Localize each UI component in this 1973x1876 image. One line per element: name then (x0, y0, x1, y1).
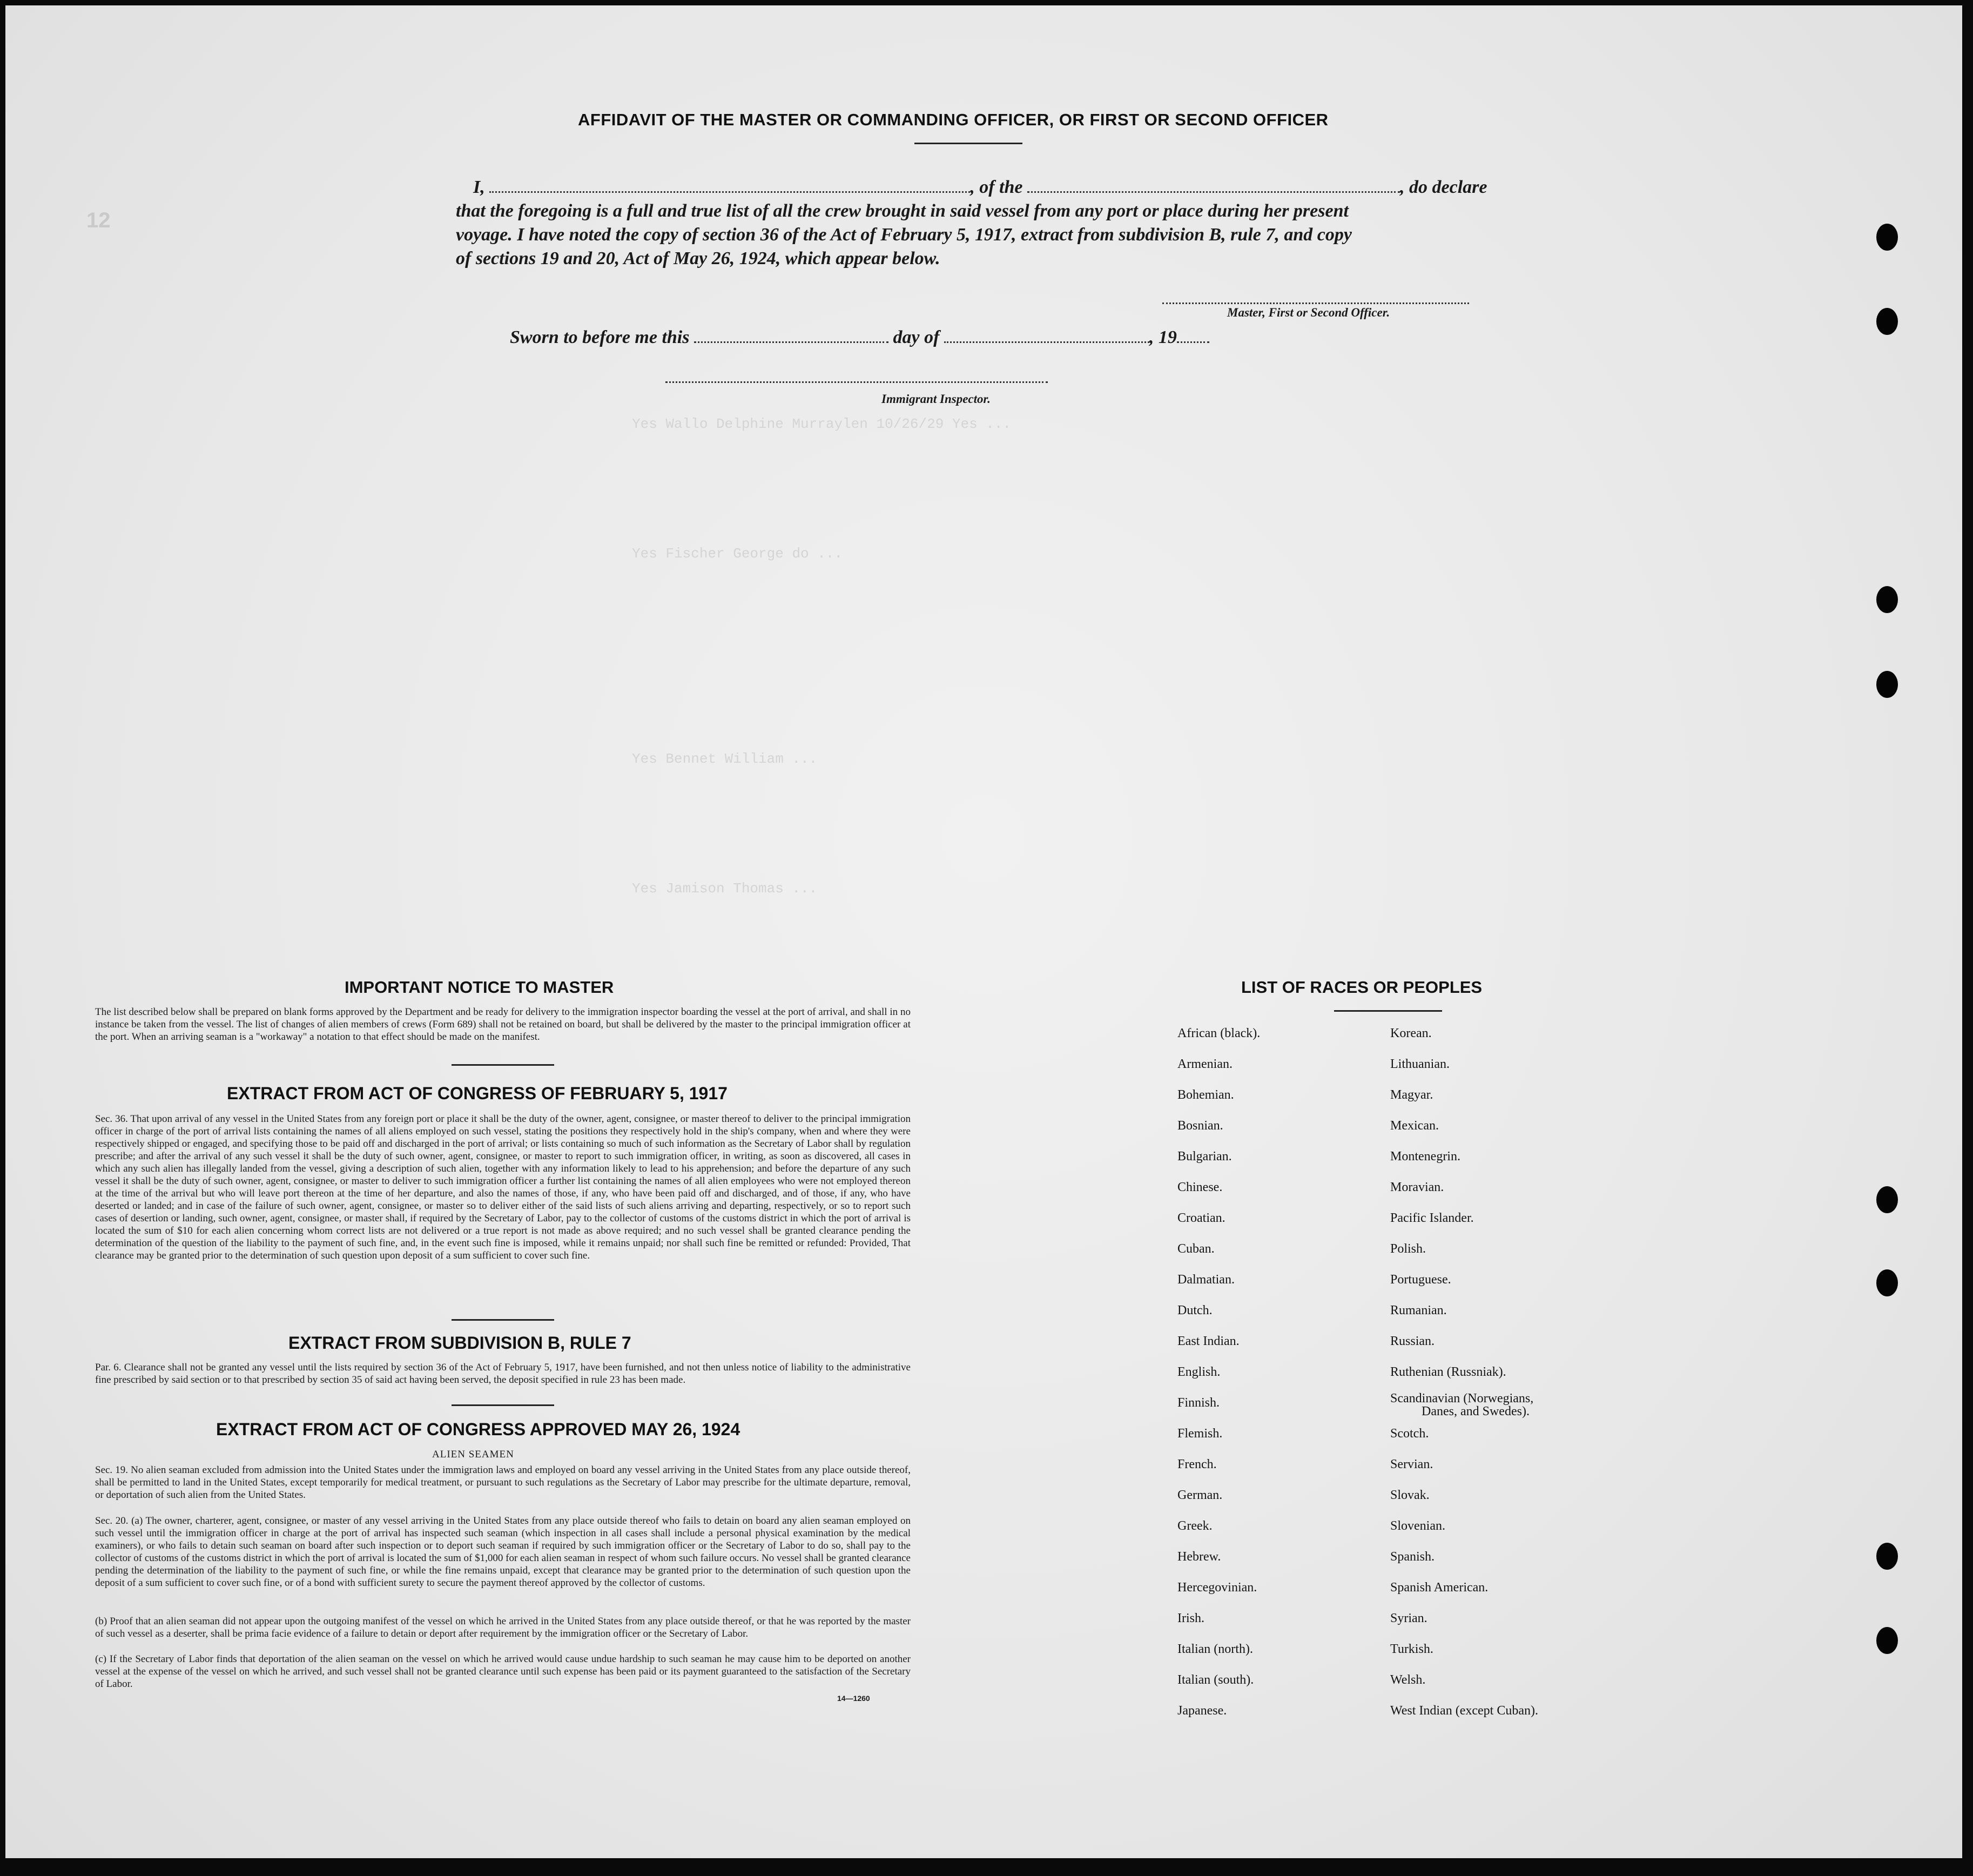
extract-1917-body: Sec. 36. That upon arrival of any vessel in the United States from any foreign port or place it shall be the duty of the owner, agent, consignee, or master thereof to deliver to the principal immigration officer in charge of the port of arrival lists containing the names of all aliens employed on such vessel, stating the positions they respectively hold in the ship's company, when and where they were respectively shipped or engaged, and specifying those to be paid off and discharged in the port of arrival; or lists containing so much of such information as the Secretary of Labor shall by regulation prescribe; and after the arrival of any such vessel it shall be the duty of such owner, agent, consignee, or master to report to such immigration officer, in writing, as soon as discovered, all cases in which any such alien has illegally landed from the vessel, giving a description of such alien, together with any information likely to lead to his apprehension; and before the departure of any such vessel it shall be the duty of such owner, agent, consignee, or master to deliver to such immigration officer a further list containing the names of all alien employees who were not employed thereon at the time of the arrival but who will leave port thereon at the time of her departure, and also the names of those, if any, who have been paid off and discharged, and of those, if any, who have deserted or landed; and in case of the failure of such owner, agent, consignee, or master so to deliver either of the said lists of such aliens arriving and departing, respectively, or so to report such cases of desertion or landing, such owner, agent, consignee, or master shall, if required by the Secretary of Labor, pay to the collector of customs of the customs district in which the port of arrival is located the sum of $10 for each alien concerning whom correct lists are not delivered or a true report is not made as above required; and no such vessel shall be granted clearance pending the determination of the question of the liability to the payment of such fine, and, in the event such fine is imposed, while it remains unpaid; nor shall such fine be remitted or refunded: Provided, That clearance may be granted prior to the determination of such question upon deposit of a sum sufficient to cover such fine. (95, 1113, 911, 1261)
race-item: Flemish. (1177, 1427, 1223, 1441)
races-title: LIST OF RACES OR PEOPLES (1241, 978, 1483, 997)
race-item: Cuban. (1177, 1242, 1215, 1256)
race-item: Scotch. (1390, 1427, 1429, 1441)
race-item: English. (1177, 1365, 1221, 1379)
section-19-text: Sec. 19. No alien seaman excluded from admission into the United States under the immigration laws and employed on board any vessel arriving in the United States from any place outside thereof, shall be permitted to land in the United States, except temporarily for medical treatment, or pursuant to such regulations as the Secretary of Labor may prescribe for the ultimate departure, removal, or deportation of such alien from the United States. (95, 1464, 911, 1501)
race-item: Moravian. (1390, 1180, 1444, 1194)
race-item: German. (1177, 1488, 1223, 1502)
bleed-through-text: Yes Bennet William ... (632, 751, 818, 767)
affidavit-line-3: voyage. I have noted the copy of section 36 of the Act of February 5, 1917, extract from subdivision B, rule 7, and copy (456, 225, 1352, 245)
race-item: Japanese. (1177, 1704, 1227, 1718)
punch-hole (1876, 586, 1898, 613)
race-item: Syrian. (1390, 1611, 1427, 1625)
bleed-through-text: Yes Wallo Delphine Murraylen 10/26/29 Yes ... (632, 416, 1012, 432)
race-item: Hercegovinian. (1177, 1581, 1257, 1595)
affidavit-line-1: I, , of the , do declare (473, 177, 1487, 197)
race-item: Dutch. (1177, 1303, 1213, 1317)
race-item: Montenegrin. (1390, 1149, 1460, 1164)
punch-hole (1876, 671, 1898, 698)
punch-hole (1876, 308, 1898, 335)
race-item: Rumanian. (1390, 1303, 1447, 1317)
race-item: Bulgarian. (1177, 1149, 1232, 1164)
race-item: Scandinavian (Norwegians, (1390, 1391, 1534, 1406)
race-item: Greek. (1177, 1519, 1213, 1533)
race-item: Armenian. (1177, 1057, 1233, 1071)
bleed-through-text: Yes Jamison Thomas ... (632, 880, 818, 897)
race-item: Irish. (1177, 1611, 1204, 1625)
section-20a-text: Sec. 20. (a) The owner, charterer, agent, consignee, or master of any vessel arriving in the United States from any place outside thereof who fails to detain on board any alien seaman employed on such vessel until the immigration officer in charge at the port of arrival has inspected such seaman (which inspection in all cases shall include a personal physical examination by the medical examiners), or who fails to detain such seaman on board after such inspection or to deport such seaman if required by such immigration officer or the Secretary of Labor to do so, shall pay to the collector of customs of the customs district in which the port of arrival is located the sum of $1,000 for each alien seaman in respect of whom such failure occurs. No vessel shall be granted clearance pending the determination of the liability to the payment of such fine, or while the fine remains unpaid, except that clearance may be granted prior to the determination of such question upon the deposit of a sum sufficient to cover such fine, or of a bond with sufficient surety to secure the payment thereof approved by the collector of customs. (95, 1515, 911, 1589)
sworn-line: Sworn to before me this day of , 19 (510, 327, 1209, 348)
race-item: Bohemian. (1177, 1088, 1234, 1102)
punch-hole (1876, 1627, 1898, 1654)
affidavit-title-rule (914, 143, 1022, 144)
race-item: Spanish American. (1390, 1581, 1489, 1595)
race-item: West Indian (except Cuban). (1390, 1704, 1538, 1718)
races-title-rule (1334, 1010, 1442, 1012)
race-item: East Indian. (1177, 1334, 1240, 1348)
race-item: Bosnian. (1177, 1119, 1223, 1133)
race-item: Danes, and Swedes). (1422, 1404, 1530, 1418)
inspector-label: Immigrant Inspector. (881, 392, 991, 406)
race-item: Welsh. (1390, 1673, 1426, 1687)
affidavit-line-4: of sections 19 and 20, Act of May 26, 1924, which appear below. (456, 248, 940, 268)
race-item: Italian (south). (1177, 1673, 1254, 1687)
race-item: Dalmatian. (1177, 1273, 1235, 1287)
race-item: Slovenian. (1390, 1519, 1445, 1533)
affidavit-line-2: that the foregoing is a full and true list of all the crew brought in said vessel from any port or place during her present (456, 201, 1349, 221)
race-item: Lithuanian. (1390, 1057, 1450, 1071)
race-item: French. (1177, 1457, 1217, 1471)
race-item: Ruthenian (Russniak). (1390, 1365, 1506, 1379)
form-number: 14—1260 (837, 1694, 870, 1703)
race-item: African (black). (1177, 1026, 1261, 1040)
race-item: Turkish. (1390, 1642, 1433, 1656)
extract-rule7-rule (452, 1404, 554, 1406)
extract-rule7-title: EXTRACT FROM SUBDIVISION B, RULE 7 (288, 1333, 631, 1353)
race-item: Croatian. (1177, 1211, 1225, 1225)
signature-label: Master, First or Second Officer. (1227, 306, 1390, 319)
race-item: Spanish. (1390, 1550, 1435, 1564)
race-item: Mexican. (1390, 1119, 1439, 1133)
inspector-signature-line[interactable] (665, 381, 1048, 383)
race-item: Slovak. (1390, 1488, 1430, 1502)
race-item: Pacific Islander. (1390, 1211, 1474, 1225)
affidavit-title: AFFIDAVIT OF THE MASTER OR COMMANDING OFFICER, OR FIRST OR SECOND OFFICER (578, 110, 1329, 129)
extract-1917-rule (452, 1319, 554, 1321)
extract-1917-title: EXTRACT FROM ACT OF CONGRESS OF FEBRUARY 5, 1917 (227, 1084, 728, 1103)
notice-title: IMPORTANT NOTICE TO MASTER (345, 978, 614, 997)
document-page (5, 5, 1962, 1858)
race-item: Portuguese. (1390, 1273, 1451, 1287)
race-item: Russian. (1390, 1334, 1435, 1348)
race-item: Finnish. (1177, 1396, 1220, 1410)
punch-hole (1876, 1269, 1898, 1296)
sworn-month-field[interactable] (944, 341, 1149, 343)
race-item: Servian. (1390, 1457, 1433, 1471)
race-item: Korean. (1390, 1026, 1432, 1040)
race-item: Chinese. (1177, 1180, 1223, 1194)
race-item: Hebrew. (1177, 1550, 1221, 1564)
notice-rule (452, 1064, 554, 1066)
punch-hole (1876, 1186, 1898, 1213)
punch-hole (1876, 224, 1898, 251)
bleed-through-text: Yes Fischer George do ... (632, 546, 843, 562)
vessel-name-field[interactable] (1027, 191, 1400, 193)
race-item: Italian (north). (1177, 1642, 1253, 1656)
extract-1924-title: EXTRACT FROM ACT OF CONGRESS APPROVED MAY 26, 1924 (216, 1420, 740, 1439)
margin-mark: 12 (86, 209, 111, 232)
alien-seamen-subtitle: ALIEN SEAMEN (432, 1449, 514, 1460)
section-20c-text: (c) If the Secretary of Labor finds that deportation of the alien seaman on the vessel on which he arrived would cause undue hardship to such seaman he may cause him to be deported on another vessel at the expense of the vessel on which he arrived, and such vessel shall not be granted clearance until such expense has been paid or its payment guaranteed to the satisfaction of the Secretary of Labor. (95, 1653, 911, 1690)
officer-name-field[interactable] (489, 191, 970, 193)
notice-body: The list described below shall be prepared on blank forms approved by the Department and be ready for delivery to the immigration inspector boarding the vessel at the port of arrival, and shall in no instance be taken from the vessel. The list of changes of alien members of crews (Form 689) shall not be retained on board, but shall be delivered by the master to the principal immigration officer at the port. When an arriving seaman is a "workaway" a notation to that effect should be made on the manifest. (95, 1006, 911, 1043)
signature-line[interactable] (1162, 302, 1469, 304)
section-20b-text: (b) Proof that an alien seaman did not appear upon the outgoing manifest of the vessel on which he arrived in the United States from any place outside thereof, or that he was reported by the master of such vessel as a deserter, shall be prima facie evidence of a failure to detain or deport after requirement by the immigration officer or the Secretary of Labor. (95, 1616, 911, 1639)
sworn-year-field[interactable] (1177, 341, 1209, 343)
race-item: Magyar. (1390, 1088, 1433, 1102)
sworn-day-field[interactable] (694, 341, 888, 343)
extract-rule7-body: Par. 6. Clearance shall not be granted any vessel until the lists required by section 36 of the Act of February 5, 1917, have been furnished, and not then unless notice of liability to the administrative fine prescribed by said section or to that prescribed by section 35 of said act having been served, the deposit specified in rule 23 has been made. (95, 1362, 911, 1386)
race-item: Polish. (1390, 1242, 1426, 1256)
punch-hole (1876, 1543, 1898, 1570)
